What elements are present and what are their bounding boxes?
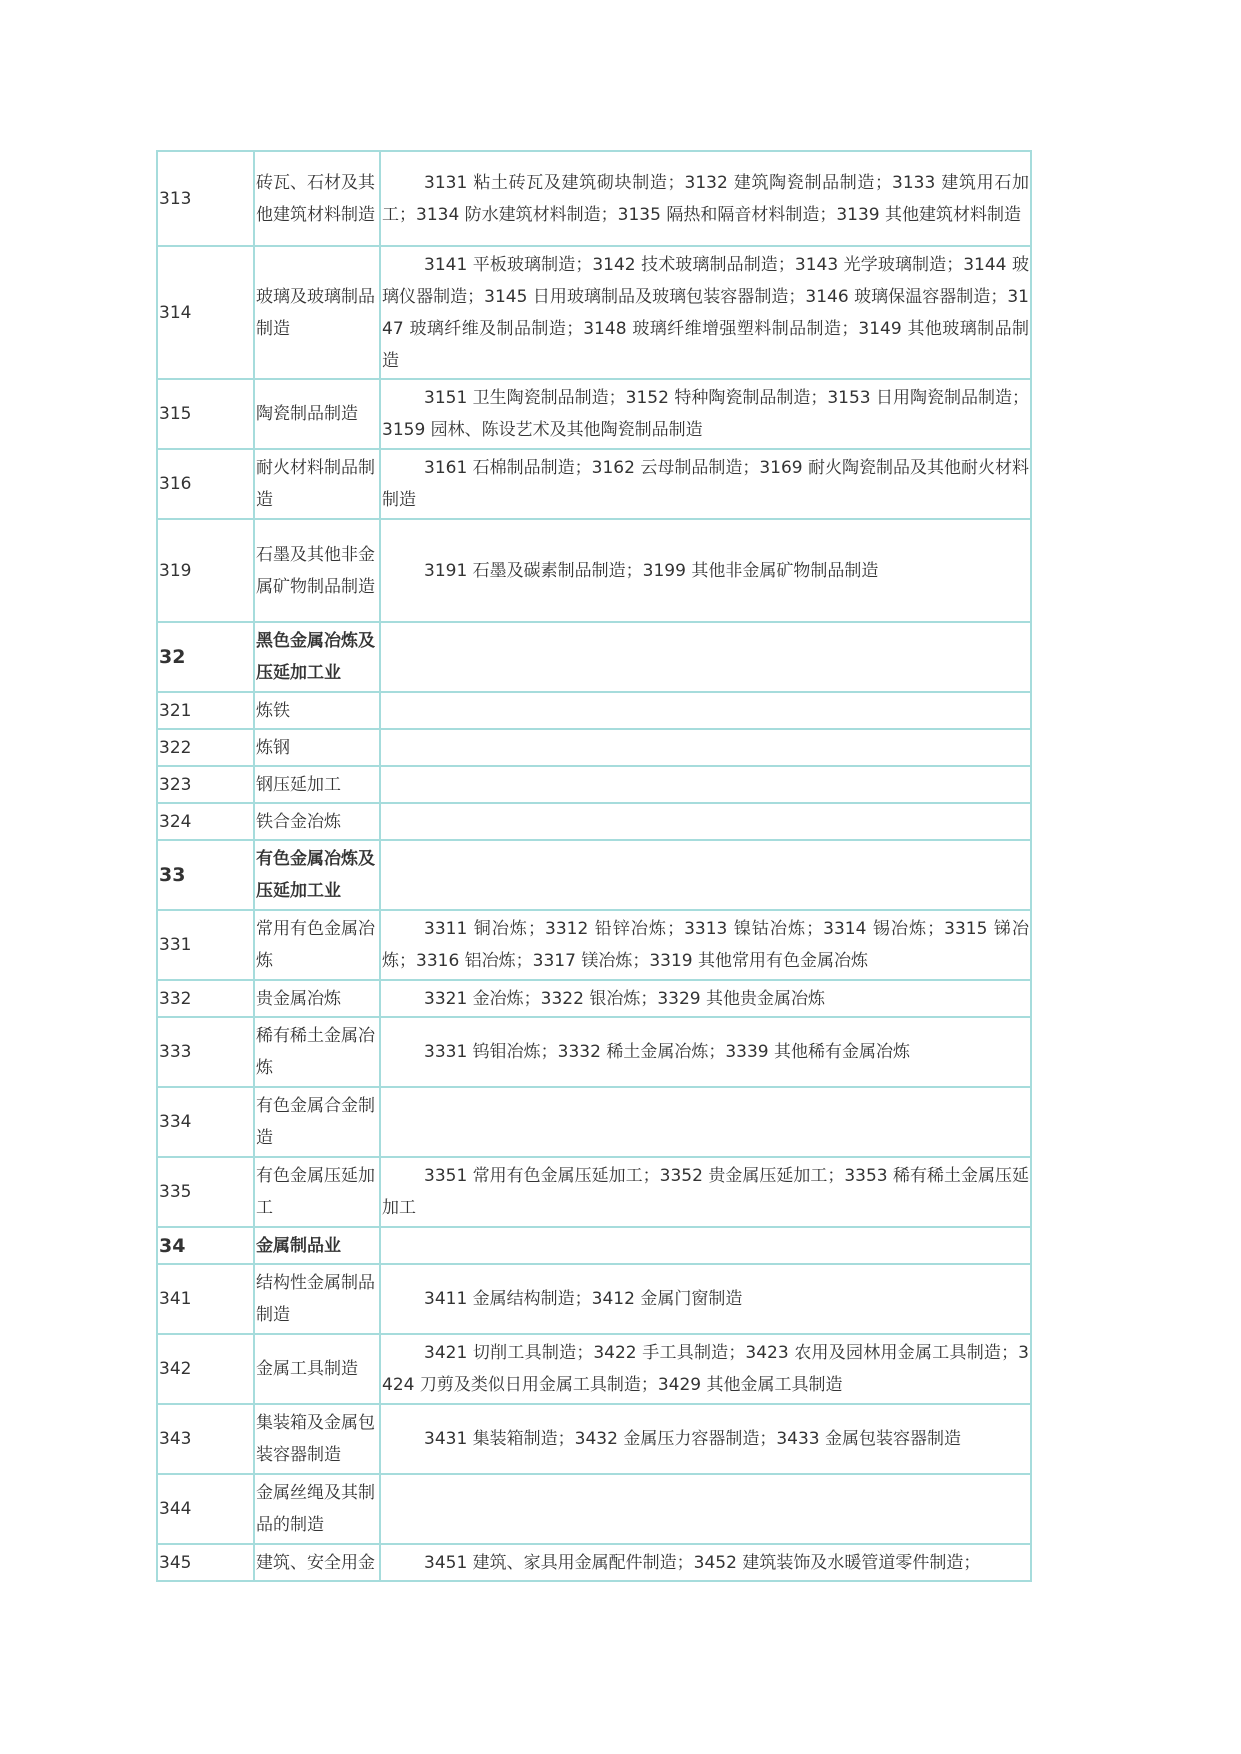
industry-name-cell: 金属工具制造 xyxy=(254,1334,380,1404)
table-row xyxy=(157,1017,1031,1087)
subcategory-detail-cell: 3151 卫生陶瓷制品制造；3152 特种陶瓷制品制造；3153 日用陶瓷制品制造；3159 园林、陈设艺术及其他陶瓷制品制造 xyxy=(380,379,1031,449)
industry-name-cell: 有色金属冶炼及压延加工业 xyxy=(254,840,380,910)
industry-code-cell: 331 xyxy=(157,910,254,980)
subcategory-detail-cell xyxy=(380,1087,1031,1157)
subcategory-detail-cell: 3421 切削工具制造；3422 手工具制造；3423 农用及园林用金属工具制造；3424 刀剪及类似日用金属工具制造；3429 其他金属工具制造 xyxy=(380,1334,1031,1404)
industry-name-cell: 有色金属压延加工 xyxy=(254,1157,380,1227)
industry-name-cell: 有色金属合金制造 xyxy=(254,1087,380,1157)
table-row xyxy=(157,1334,1031,1404)
industry-code-cell: 345 xyxy=(157,1544,254,1581)
table-row xyxy=(157,692,1031,729)
subcategory-detail-cell: 3351 常用有色金属压延加工；3352 贵金属压延加工；3353 稀有稀土金属压延加工 xyxy=(380,1157,1031,1227)
subcategory-detail-cell: 3161 石棉制品制造；3162 云母制品制造；3169 耐火陶瓷制品及其他耐火材料制造 xyxy=(380,449,1031,519)
industry-code-cell: 343 xyxy=(157,1404,254,1474)
subcategory-detail-cell xyxy=(380,622,1031,692)
industry-code-cell: 321 xyxy=(157,692,254,729)
table-row xyxy=(157,1087,1031,1157)
industry-code-cell: 322 xyxy=(157,729,254,766)
table-row xyxy=(157,1264,1031,1334)
industry-code-cell: 341 xyxy=(157,1264,254,1334)
subcategory-detail-cell xyxy=(380,840,1031,910)
subcategory-detail-cell xyxy=(380,1227,1031,1264)
industry-code-cell: 335 xyxy=(157,1157,254,1227)
industry-name-cell: 结构性金属制品制造 xyxy=(254,1264,380,1334)
table-body xyxy=(157,151,1031,1581)
industry-code-cell: 34 xyxy=(157,1227,254,1264)
subcategory-detail-cell: 3411 金属结构制造；3412 金属门窗制造 xyxy=(380,1264,1031,1334)
industry-code-cell: 316 xyxy=(157,449,254,519)
industry-code-cell: 32 xyxy=(157,622,254,692)
industry-name-cell: 钢压延加工 xyxy=(254,766,380,803)
industry-name-cell: 常用有色金属冶炼 xyxy=(254,910,380,980)
industry-code-cell: 344 xyxy=(157,1474,254,1544)
subcategory-detail-cell xyxy=(380,1474,1031,1544)
subcategory-detail-cell: 3191 石墨及碳素制品制造；3199 其他非金属矿物制品制造 xyxy=(380,519,1031,622)
table-row xyxy=(157,910,1031,980)
industry-name-cell: 集装箱及金属包装容器制造 xyxy=(254,1404,380,1474)
industry-code-cell: 319 xyxy=(157,519,254,622)
subcategory-detail-cell: 3451 建筑、家具用金属配件制造；3452 建筑装饰及水暖管道零件制造； xyxy=(380,1544,1031,1581)
table-row xyxy=(157,729,1031,766)
table-row xyxy=(157,1404,1031,1474)
table-row xyxy=(157,246,1031,379)
industry-name-cell: 炼铁 xyxy=(254,692,380,729)
subcategory-detail-cell xyxy=(380,692,1031,729)
industry-code-cell: 314 xyxy=(157,246,254,379)
table-row xyxy=(157,519,1031,622)
subcategory-detail-cell xyxy=(380,766,1031,803)
subcategory-detail-cell: 3331 钨钼冶炼；3332 稀土金属冶炼；3339 其他稀有金属冶炼 xyxy=(380,1017,1031,1087)
subcategory-detail-cell: 3131 粘土砖瓦及建筑砌块制造；3132 建筑陶瓷制品制造；3133 建筑用石加工；3134 防水建筑材料制造；3135 隔热和隔音材料制造；3139 其他建筑材料制造 xyxy=(380,151,1031,246)
subcategory-detail-cell: 3141 平板玻璃制造；3142 技术玻璃制品制造；3143 光学玻璃制造；3144 玻璃仪器制造；3145 日用玻璃制品及玻璃包装容器制造；3146 玻璃保温容器制造；3147 玻璃纤维及制品制造；3148 玻璃纤维增强塑料制品制造；3149 其他玻璃制品制造 xyxy=(380,246,1031,379)
subcategory-detail-cell xyxy=(380,803,1031,840)
subcategory-detail-cell: 3431 集装箱制造；3432 金属压力容器制造；3433 金属包装容器制造 xyxy=(380,1404,1031,1474)
subcategory-detail-cell xyxy=(380,729,1031,766)
industry-code-table xyxy=(156,150,1032,1582)
industry-name-cell: 贵金属冶炼 xyxy=(254,980,380,1017)
table-row xyxy=(157,379,1031,449)
table-row xyxy=(157,151,1031,246)
subcategory-detail-cell: 3321 金冶炼；3322 银冶炼；3329 其他贵金属冶炼 xyxy=(380,980,1031,1017)
industry-name-cell: 耐火材料制品制造 xyxy=(254,449,380,519)
industry-name-cell: 砖瓦、石材及其他建筑材料制造 xyxy=(254,151,380,246)
industry-code-cell: 334 xyxy=(157,1087,254,1157)
subcategory-detail-cell: 3311 铜冶炼；3312 铅锌冶炼；3313 镍钴冶炼；3314 锡冶炼；3315 锑冶炼；3316 铝冶炼；3317 镁冶炼；3319 其他常用有色金属冶炼 xyxy=(380,910,1031,980)
industry-name-cell: 铁合金冶炼 xyxy=(254,803,380,840)
table-row xyxy=(157,449,1031,519)
industry-name-cell: 玻璃及玻璃制品制造 xyxy=(254,246,380,379)
table-row xyxy=(157,766,1031,803)
table-row xyxy=(157,1157,1031,1227)
industry-code-cell: 332 xyxy=(157,980,254,1017)
industry-code-cell: 333 xyxy=(157,1017,254,1087)
table-row xyxy=(157,1474,1031,1544)
industry-code-cell: 323 xyxy=(157,766,254,803)
category-row xyxy=(157,1227,1031,1264)
industry-code-cell: 324 xyxy=(157,803,254,840)
industry-name-cell: 金属丝绳及其制品的制造 xyxy=(254,1474,380,1544)
category-row xyxy=(157,622,1031,692)
table-row xyxy=(157,1544,1031,1581)
table-row xyxy=(157,980,1031,1017)
category-row xyxy=(157,840,1031,910)
industry-code-cell: 315 xyxy=(157,379,254,449)
industry-name-cell: 金属制品业 xyxy=(254,1227,380,1264)
industry-code-cell: 313 xyxy=(157,151,254,246)
industry-name-cell: 稀有稀土金属冶炼 xyxy=(254,1017,380,1087)
industry-code-cell: 33 xyxy=(157,840,254,910)
industry-name-cell: 建筑、安全用金 xyxy=(254,1544,380,1581)
industry-name-cell: 陶瓷制品制造 xyxy=(254,379,380,449)
industry-name-cell: 黑色金属冶炼及压延加工业 xyxy=(254,622,380,692)
industry-name-cell: 炼钢 xyxy=(254,729,380,766)
table-row xyxy=(157,803,1031,840)
industry-name-cell: 石墨及其他非金属矿物制品制造 xyxy=(254,519,380,622)
industry-code-cell: 342 xyxy=(157,1334,254,1404)
